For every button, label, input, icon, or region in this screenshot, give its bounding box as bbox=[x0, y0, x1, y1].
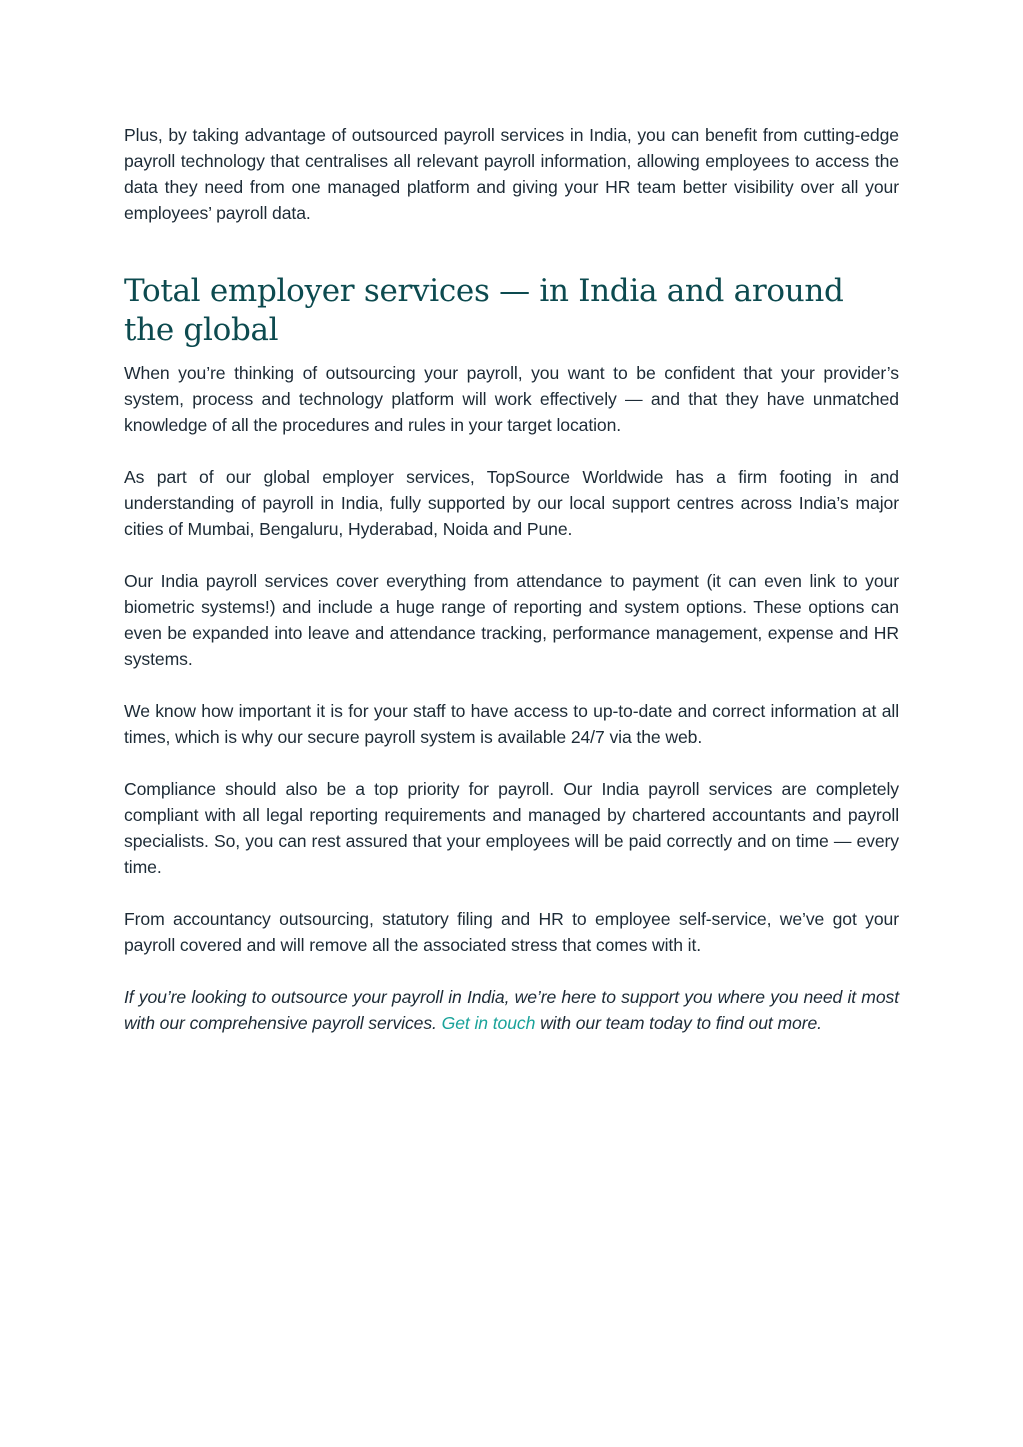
body-paragraph-5: Compliance should also be a top priority for payroll. Our India payroll services are completely compliant with all legal reporting requirements and managed by chartered accountants and payroll specialists. So, you can rest assured that your employees will be paid correctly and on time — every time. bbox=[124, 779, 899, 877]
closing-paragraph bbox=[124, 984, 899, 1036]
closing-text-after-link: with our team today to find out more. bbox=[535, 1013, 822, 1033]
document-page bbox=[124, 122, 899, 1062]
closing-text-before-link: If you’re looking to outsource your payroll in India, we’re here to support you where you need it most with our comprehensive payroll services. bbox=[124, 987, 899, 1033]
body-paragraph-2: As part of our global employer services, TopSource Worldwide has a firm footing in and understanding of payroll in India, fully supported by our local support centres across India’s major cities of Mumbai, Bengaluru, Hyderabad, Noida and Pune. bbox=[124, 467, 899, 539]
intro-paragraph: Plus, by taking advantage of outsourced payroll services in India, you can benefit from cutting-edge payroll technology that centralises all relevant payroll information, allowing employees to access the data they need from one managed platform and giving your HR team better visibility over all your employees’ payroll data. bbox=[124, 125, 899, 223]
body-paragraph-6: From accountancy outsourcing, statutory filing and HR to employee self-service, we’ve got your payroll covered and will remove all the associated stress that comes with it. bbox=[124, 909, 899, 955]
section-heading: Total employer services — in India and around the global bbox=[124, 273, 844, 348]
get-in-touch-link[interactable]: Get in touch bbox=[441, 1013, 536, 1033]
body-paragraph-4: We know how important it is for your staff to have access to up-to-date and correct information at all times, which is why our secure payroll system is available 24/7 via the web. bbox=[124, 701, 899, 747]
body-paragraph-1: When you’re thinking of outsourcing your payroll, you want to be confident that your provider’s system, process and technology platform will work effectively — and that they have unmatched knowledge of all the procedures and rules in your target location. bbox=[124, 363, 899, 435]
body-paragraph-3: Our India payroll services cover everything from attendance to payment (it can even link to your biometric systems!) and include a huge range of reporting and system options. These options can even be expanded into leave and attendance tracking, performance management, expense and HR systems. bbox=[124, 571, 899, 669]
